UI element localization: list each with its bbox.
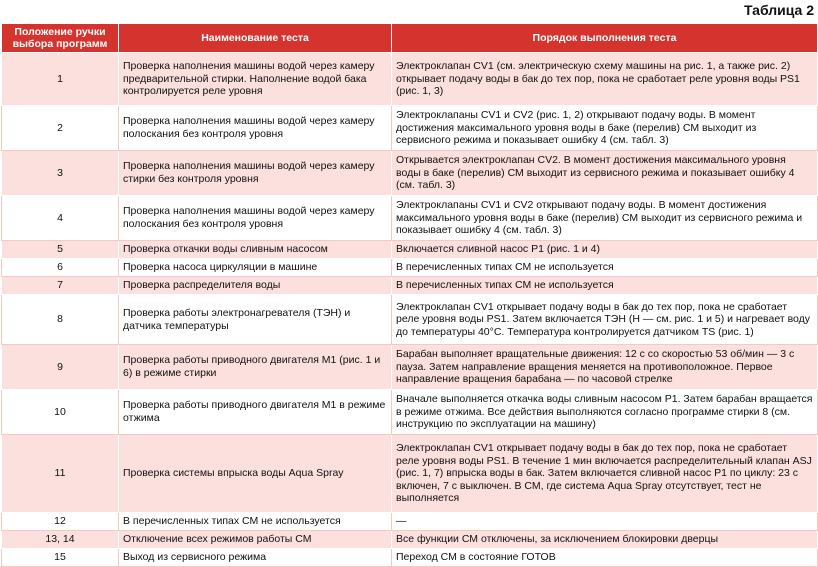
cell-position: 7 xyxy=(2,277,119,295)
cell-position: 4 xyxy=(2,196,119,241)
cell-procedure: Барабан выполняет вращательные движения: 12 с со скоростью 53 об/мин — 3 с пауза. Затем направление вращения меняется на противоположное. Первое направление вращения барабана — по часовой стрелке xyxy=(392,345,818,390)
cell-procedure: Электроклапан CV1 (см. электрическую схему машины на рис. 1, а также рис. 2) открывает подачу воды в бак до тех пор, пока не сработает реле уровня воды PS1 (рис. 1, 3) xyxy=(392,53,818,106)
cell-procedure: Электроклапаны CV1 и CV2 открывают подачу воды. В момент достижения максимального уровня воды в баке (перелив) СМ выходит из сервисного режима и показывает ошибку 4 (см. табл. 3) xyxy=(392,196,818,241)
cell-test-name: В перечисленных типах СМ не используется xyxy=(119,513,392,531)
cell-position: 3 xyxy=(2,151,119,196)
table-row xyxy=(2,390,818,435)
table-row xyxy=(2,531,818,549)
cell-test-name: Проверка наполнения машины водой через камеру стирки без контроля уровня xyxy=(119,151,392,196)
table-row xyxy=(2,151,818,196)
table-row xyxy=(2,435,818,513)
cell-test-name: Проверка откачки воды сливным насосом xyxy=(119,241,392,259)
cell-test-name: Проверка работы приводного двигателя M1 (рис. 1 и 6) в режиме стирки xyxy=(119,345,392,390)
table-row xyxy=(2,241,818,259)
table-row xyxy=(2,513,818,531)
cell-test-name: Проверка работы приводного двигателя M1 в режиме отжима xyxy=(119,390,392,435)
cell-procedure: Открывается электроклапан CV2. В момент достижения максимального уровня воды в баке (перелив) СМ выходит из сервисного режима и показывает ошибку 4 (см. табл. 3) xyxy=(392,151,818,196)
cell-procedure: Все функции СМ отключены, за исключением блокировки дверцы xyxy=(392,531,818,549)
header-position: Положение ручки выбора программ xyxy=(2,24,119,53)
cell-test-name: Выход из сервисного режима xyxy=(119,549,392,567)
cell-procedure: Электроклапан CV1 открывает подачу воды в бак до тех пор, пока не сработает реле уровня воды PS1. В течение 1 мин включается распределительный клапан ASJ (рис. 1, 7) впрыска воды в бак. Затем включается сливной насос P1 по циклу: 23 с включен, 7 с выключен. В СМ, где система Aqua Spray отсутствует, тест не выполняется xyxy=(392,435,818,513)
cell-position: 9 xyxy=(2,345,119,390)
cell-position: 5 xyxy=(2,241,119,259)
cell-position: 8 xyxy=(2,295,119,345)
table-row xyxy=(2,259,818,277)
cell-procedure: — xyxy=(392,513,818,531)
cell-procedure: Электроклапаны CV1 и CV2 (рис. 1, 2) открывают подачу воды. В момент достижения максимального уровня воды в баке (перелив) СМ выходит из сервисного режима и показывает ошибку 4 (см. табл. 3) xyxy=(392,106,818,151)
cell-position: 2 xyxy=(2,106,119,151)
cell-test-name: Проверка системы впрыска воды Aqua Spray xyxy=(119,435,392,513)
cell-test-name: Проверка работы электронагревателя (ТЭН) и датчика температуры xyxy=(119,295,392,345)
cell-procedure: Электроклапан CV1 открывает подачу воды в бак до тех пор, пока не сработает реле уровня воды PS1. Затем включается ТЭН (H — см. рис. 1 и 5) и нагревает воду до температуры 40°С. Температура контролируется датчиком TS (рис. 1) xyxy=(392,295,818,345)
cell-position: 6 xyxy=(2,259,119,277)
cell-procedure: В перечисленных типах СМ не используется xyxy=(392,259,818,277)
table-caption: Таблица 2 xyxy=(743,2,814,18)
table-row xyxy=(2,196,818,241)
cell-test-name: Проверка наполнения машины водой через камеру полоскания без контроля уровня xyxy=(119,106,392,151)
cell-procedure: В перечисленных типах СМ не используется xyxy=(392,277,818,295)
cell-test-name: Проверка распределителя воды xyxy=(119,277,392,295)
cell-position: 15 xyxy=(2,549,119,567)
table-row xyxy=(2,53,818,106)
cell-position: 1 xyxy=(2,53,119,106)
service-tests-table xyxy=(1,23,818,567)
table-row xyxy=(2,295,818,345)
cell-test-name: Проверка наполнения машины водой через камеру полоскания без контроля уровня xyxy=(119,196,392,241)
table-row xyxy=(2,277,818,295)
cell-test-name: Отключение всех режимов работы СМ xyxy=(119,531,392,549)
table-header-row xyxy=(2,24,818,53)
cell-procedure: Переход СМ в состояние ГОТОВ xyxy=(392,549,818,567)
cell-position: 13, 14 xyxy=(2,531,119,549)
cell-procedure: Включается сливной насос P1 (рис. 1 и 4) xyxy=(392,241,818,259)
cell-position: 11 xyxy=(2,435,119,513)
table-row xyxy=(2,345,818,390)
table-row xyxy=(2,106,818,151)
cell-test-name: Проверка наполнения машины водой через камеру предварительной стирки. Наполнение водой бака контролируется реле уровня xyxy=(119,53,392,106)
cell-position: 10 xyxy=(2,390,119,435)
cell-position: 12 xyxy=(2,513,119,531)
header-procedure: Порядок выполнения теста xyxy=(392,24,818,53)
cell-procedure: Вначале выполняется откачка воды сливным насосом P1. Затем барабан вращается в режиме отжима. Все действия выполняются согласно программе стирки 8 (см. инструкцию по эксплуатации на машину) xyxy=(392,390,818,435)
cell-test-name: Проверка насоса циркуляции в машине xyxy=(119,259,392,277)
header-test-name: Наименование теста xyxy=(119,24,392,53)
